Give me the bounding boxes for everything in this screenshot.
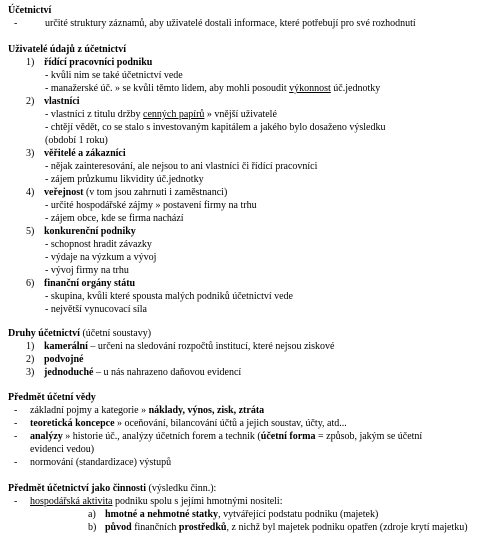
list-number: 2) <box>26 354 35 365</box>
list-item: - skupina, kvůli které spousta malých podniků účetnictví vede <box>45 291 293 302</box>
list-item: analýzy » historie úč., analýzy účetních forem a technik (účetní forma = způsob, jakým se účetní <box>30 431 423 442</box>
list-item: teoretická koncepce » oceňování, bilancování účtů a jejich soustav, účty, atd... <box>30 418 347 429</box>
list-item: - vlastníci z titulu držby cenných papírů » vnější uživatelé <box>45 109 277 120</box>
bullet-dash: - <box>14 431 18 442</box>
list-item: - nějak zainteresování, ale nejsou to ani vlastníci či řídící pracovníci <box>45 161 318 172</box>
bullet-dash: - <box>14 418 18 429</box>
list-letter: b) <box>88 522 97 533</box>
list-number: 4) <box>26 187 35 198</box>
list-item-continuation: evidenci vedou) <box>30 444 95 455</box>
sub-item-statky: hmotné a nehmotné statky, vytvářející podstatu podniku (majetek) <box>105 509 379 520</box>
list-letter: a) <box>88 509 96 520</box>
bullet-dash: - <box>14 457 18 468</box>
list-item: - kvůli nim se také účetnictví vede <box>45 70 183 81</box>
section-title-predmet-vedy: Předmět účetní vědy <box>8 392 96 403</box>
list-item: - největší vynucovací síla <box>45 304 147 315</box>
type-kameralni: kamerální – určeni na sledování rozpočtů institucí, které nejsou ziskové <box>44 341 335 352</box>
list-item: - chtějí vědět, co se stalo s investovaným kapitálem a jakého bylo dosaženo výsledku <box>45 122 386 133</box>
list-number: 3) <box>26 367 35 378</box>
list-number: 6) <box>26 278 35 289</box>
list-item: - vývoj firmy na trhu <box>45 265 129 276</box>
list-item: hospodářská aktivita podniku spolu s jejími hmotnými nositeli: <box>30 496 283 507</box>
list-number: 1) <box>26 341 35 352</box>
list-item: - manažerské úč. » se kvůli těmto lidem, aby mohli posoudit výkonnost úč.jednotky <box>45 83 381 94</box>
list-item: základní pojmy a kategorie » náklady, výnos, zisk, ztráta <box>30 405 265 416</box>
list-number: 2) <box>26 96 35 107</box>
user-heading-vlastnici: vlastníci <box>44 96 80 107</box>
definition-text: určité struktury záznamů, aby uživatelé dostali informace, které potřebují pro své rozhodnutí <box>45 18 416 29</box>
section-title-druhy: Druhy účetnictví (účetní soustavy) <box>8 328 152 339</box>
bullet-dash: - <box>14 405 18 416</box>
list-item: (období 1 roku) <box>45 135 108 146</box>
list-item: - zájem průzkumu likvidity úč.jednotky <box>45 174 204 185</box>
list-number: 3) <box>26 148 35 159</box>
list-number: 1) <box>26 57 35 68</box>
user-heading-verejnost: veřejnost (v tom jsou zahrnuti i zaměstnanci) <box>44 187 228 198</box>
bullet-dash: - <box>14 496 18 507</box>
user-heading-konkurence: konkurenční podniky <box>44 226 136 237</box>
sub-item-puvod: původ finančních prostředků, z nichž byl majetek podniku opatřen (zdroje krytí majetku) <box>105 522 468 533</box>
section-title-ucetnictvi: Účetnictví <box>8 5 52 16</box>
list-item: - schopnost hradit závazky <box>45 239 152 250</box>
list-number: 5) <box>26 226 35 237</box>
user-heading-financni-organy: finanční orgány státu <box>44 278 136 289</box>
list-item: normování (standardizace) výstupů <box>30 457 172 468</box>
bullet-dash: - <box>14 18 18 29</box>
section-title-predmet-cinnosti: Předmět účetnictví jako činnosti (výsledku činn.): <box>8 483 217 494</box>
list-item: - výdaje na výzkum a vývoj <box>45 252 157 263</box>
user-heading-ridici: řídící pracovníci podniku <box>44 57 153 68</box>
user-heading-veritele: věřitelé a zákazníci <box>44 148 126 159</box>
list-item: - zájem obce, kde se firma nachází <box>45 213 184 224</box>
type-jednoduche: jednoduché – u nás nahrazeno daňovou evidencí <box>44 367 242 378</box>
type-podvojne: podvojné <box>44 354 84 365</box>
section-title-uzivatele: Uživatelé údajů z účetnictví <box>8 44 127 55</box>
list-item: - určité hospodářské zájmy » postavení firmy na trhu <box>45 200 257 211</box>
